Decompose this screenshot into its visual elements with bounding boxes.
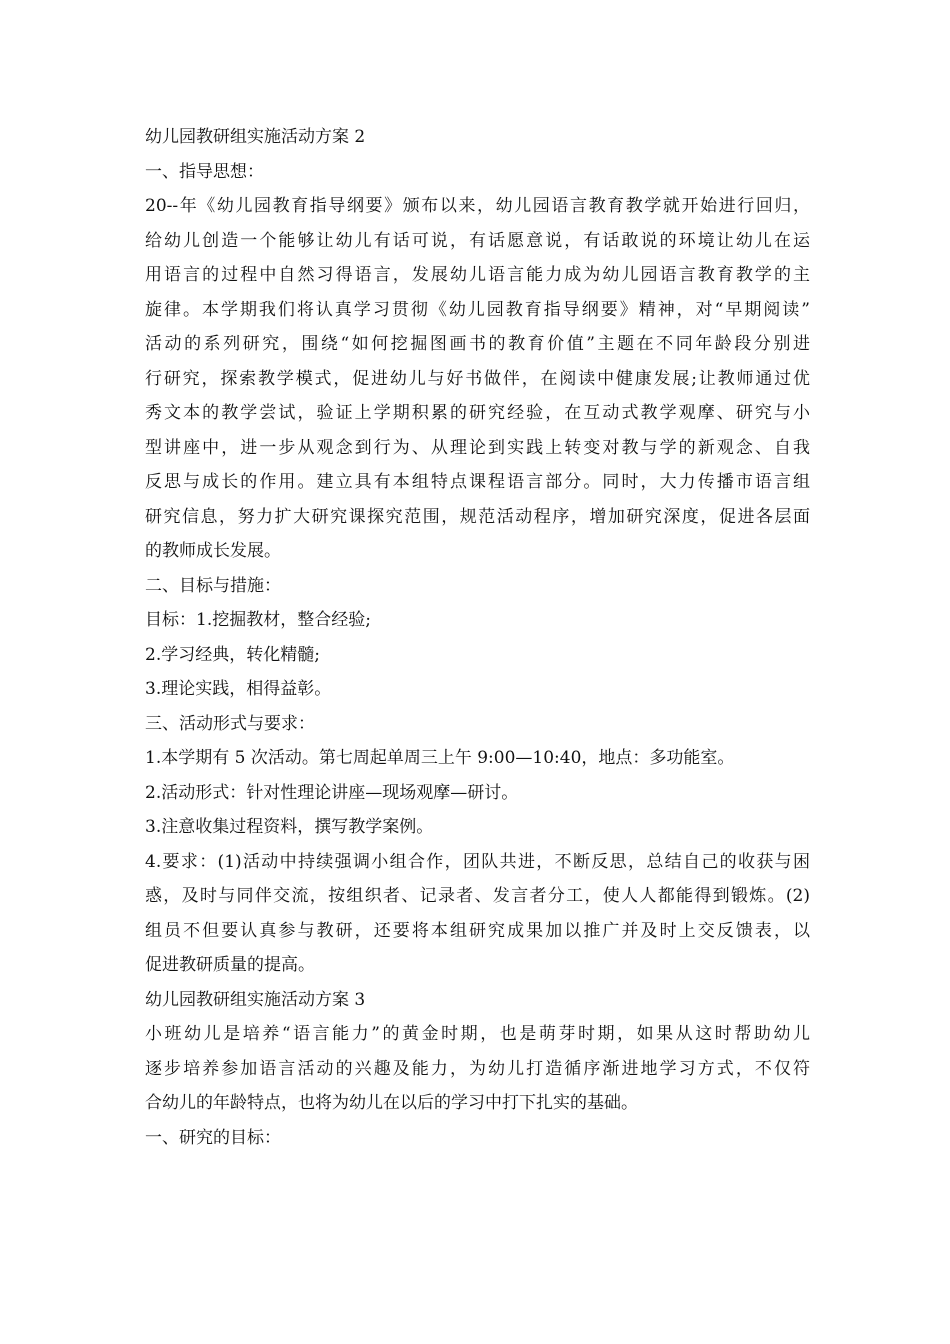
text-line: 小班幼儿是培养“语言能力”的黄金时期，也是萌芽时期，如果从这时帮助幼儿: [145, 1024, 810, 1044]
text-line: 3.理论实践，相得益彰。: [145, 679, 332, 699]
text-line: 合幼儿的年龄特点，也将为幼儿在以后的学习中打下扎实的基础。: [145, 1093, 638, 1113]
text-line: 研究信息，努力扩大研究课探究范围，规范活动程序，增加研究深度，促进各层面: [145, 506, 810, 527]
text-line: 行研究，探索教学模式，促进幼儿与好书做伴，在阅读中健康发展;让教师通过优: [145, 368, 810, 389]
document-body: [145, 120, 810, 1155]
text-line: 3.注意收集过程资料，撰写教学案例。: [145, 817, 434, 837]
text-line: 幼儿园教研组实施活动方案 3: [145, 989, 366, 1010]
text-line: 幼儿园教研组实施活动方案 2: [145, 127, 366, 147]
text-line: 旋律。本学期我们将认真学习贯彻《幼儿园教育指导纲要》精神，对“早期阅读”: [145, 299, 810, 320]
text-line: 二、目标与措施：: [145, 575, 281, 596]
text-line: 逐步培养参加语言活动的兴趣及能力，为幼儿打造循序渐进地学习方式，不仅符: [145, 1058, 810, 1079]
text-line: 2.学习经典，转化精髓;: [145, 644, 320, 665]
text-line: 2.活动形式：针对性理论讲座—现场观摩—研讨。: [145, 782, 519, 803]
text-line: 一、指导思想：: [145, 161, 264, 182]
text-line: 反思与成长的作用。建立具有本组特点课程语言部分。同时，大力传播市语言组: [145, 472, 810, 492]
text-line: 促进教研质量的提高。: [145, 955, 315, 975]
text-line: 用语言的过程中自然习得语言，发展幼儿语言能力成为幼儿园语言教育教学的主: [145, 265, 810, 285]
text-line: 一、研究的目标：: [145, 1127, 281, 1148]
text-line: 的教师成长发展。: [145, 541, 281, 561]
text-line: 1.本学期有 5 次活动。第七周起单周三上午 9:00—10:40，地点：多功能室。: [145, 748, 735, 768]
text-line: 活动的系列研究，围绕“如何挖掘图画书的教育价值”主题在不同年龄段分别进: [145, 334, 810, 354]
text-line: 目标：1.挖掘教材，整合经验;: [145, 610, 371, 630]
text-line: 20--年《幼儿园教育指导纲要》颁布以来，幼儿园语言教育教学就开始进行回归，: [145, 196, 810, 216]
text-line: 给幼儿创造一个能够让幼儿有话可说，有话愿意说，有话敢说的环境让幼儿在运: [145, 230, 810, 251]
text-line: 三、活动形式与要求：: [145, 713, 315, 734]
text-line: 4.要求：(1)活动中持续强调小组合作，团队共进，不断反思，总结自己的收获与困: [145, 851, 810, 872]
text-line: 组员不但要认真参与教研，还要将本组研究成果加以推广并及时上交反馈表，以: [145, 920, 810, 941]
text-line: 惑，及时与同伴交流，按组织者、记录者、发言者分工，使人人都能得到锻炼。(2): [145, 886, 810, 906]
text-line: 秀文本的教学尝试，验证上学期积累的研究经验，在互动式教学观摩、研究与小: [145, 403, 810, 423]
text-line: 型讲座中，进一步从观念到行为、从理论到实践上转变对教与学的新观念、自我: [145, 437, 810, 458]
